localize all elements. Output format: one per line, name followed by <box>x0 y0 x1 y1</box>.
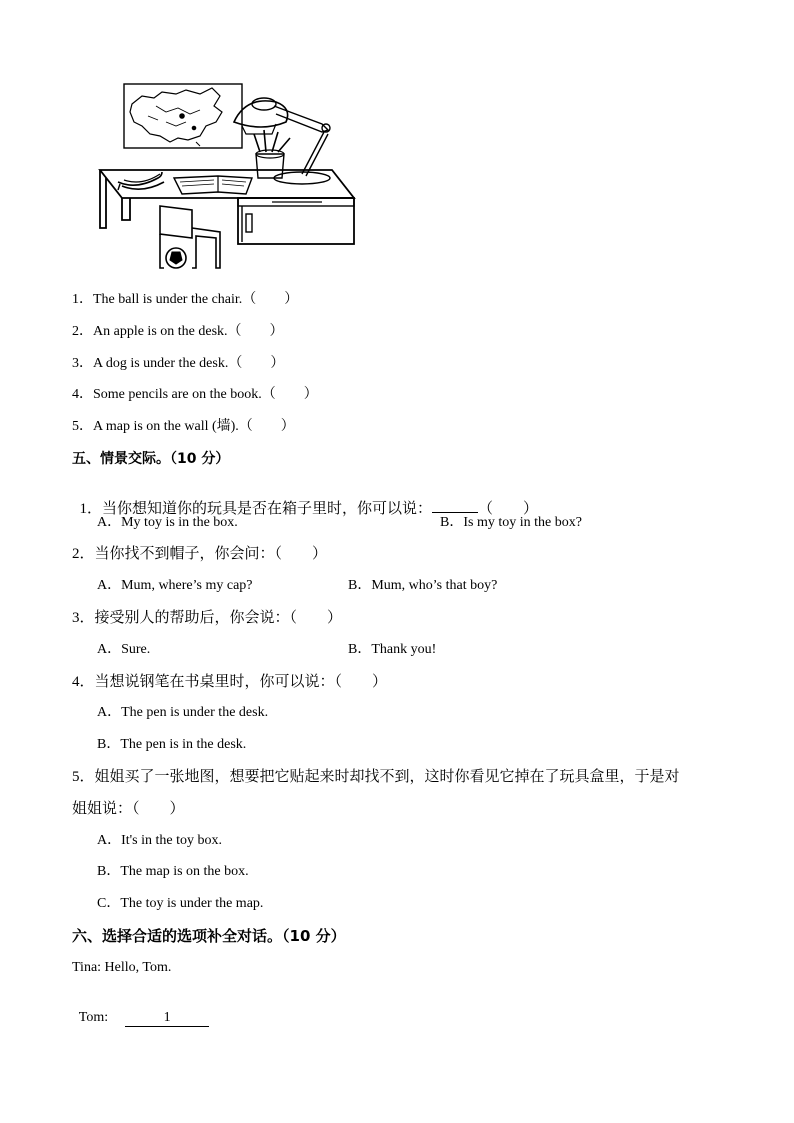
book-icon <box>174 176 252 194</box>
speaker-label: Tom: <box>78 1010 109 1025</box>
question-5-3: 3．接受别人的帮助后，你会说：（ ） <box>72 610 343 626</box>
dialogue-line-tom <box>72 991 209 1027</box>
question-text: 1．当你想知道你的玩具是否在箱子里时，你可以说： <box>79 501 433 517</box>
option-a: A．My toy is in the box. <box>97 515 238 530</box>
desk-icon <box>100 170 354 244</box>
option-b: B．Mum, who’s that boy? <box>348 578 498 593</box>
section-6-heading: 六、选择合适的选项补全对话。（10 分） <box>72 927 346 945</box>
china-map-icon <box>124 84 242 148</box>
section-5-heading: 五、情景交际。（10 分） <box>72 451 230 467</box>
question-5-4: 4．当想说钢笔在书桌里时，你可以说：（ ） <box>72 674 388 690</box>
option-b: B．Thank you! <box>348 642 437 657</box>
banana-icon <box>118 172 164 190</box>
option-c: C．The toy is under the map. <box>97 896 264 911</box>
dialogue-line-tina: Tina: Hello, Tom. <box>72 960 172 975</box>
answer-paren: （ ） <box>478 501 539 517</box>
true-false-item-1: 1．The ball is under the chair.（ ） <box>72 292 299 307</box>
option-b: B．The map is on the box. <box>97 864 249 879</box>
question-5-5-line-2: 姐姐说：（ ） <box>72 801 185 817</box>
option-a: A．It's in the toy box. <box>97 833 223 848</box>
option-a: A．The pen is under the desk. <box>97 705 269 720</box>
question-5-5-line-1: 5．姐姐买了一张地图，想要把它贴起来时却找不到，这时你看见它掉在了玩具盒里，于是对 <box>72 769 680 785</box>
option-b: B．The pen is in the desk. <box>97 737 247 752</box>
true-false-item-4: 4．Some pencils are on the book.（ ） <box>72 387 318 402</box>
option-b: B．Is my toy in the box? <box>440 515 582 530</box>
true-false-item-3: 3．A dog is under the desk.（ ） <box>72 356 285 371</box>
true-false-item-2: 2．An apple is on the desk.（ ） <box>72 324 284 339</box>
question-5-2: 2．当你找不到帽子，你会问：（ ） <box>72 546 328 562</box>
option-a: A．Mum, where’s my cap? <box>97 578 253 593</box>
answer-blank[interactable] <box>432 512 478 513</box>
question-5-1 <box>72 482 538 518</box>
option-a: A．Sure. <box>97 642 151 657</box>
true-false-item-5: 5．A map is on the wall (墙).（ ） <box>72 419 295 434</box>
desk-scene-illustration <box>96 82 360 272</box>
ball-icon <box>166 248 186 268</box>
chair-icon <box>160 206 220 268</box>
dialogue-blank-1[interactable]: 1 <box>125 1010 209 1027</box>
